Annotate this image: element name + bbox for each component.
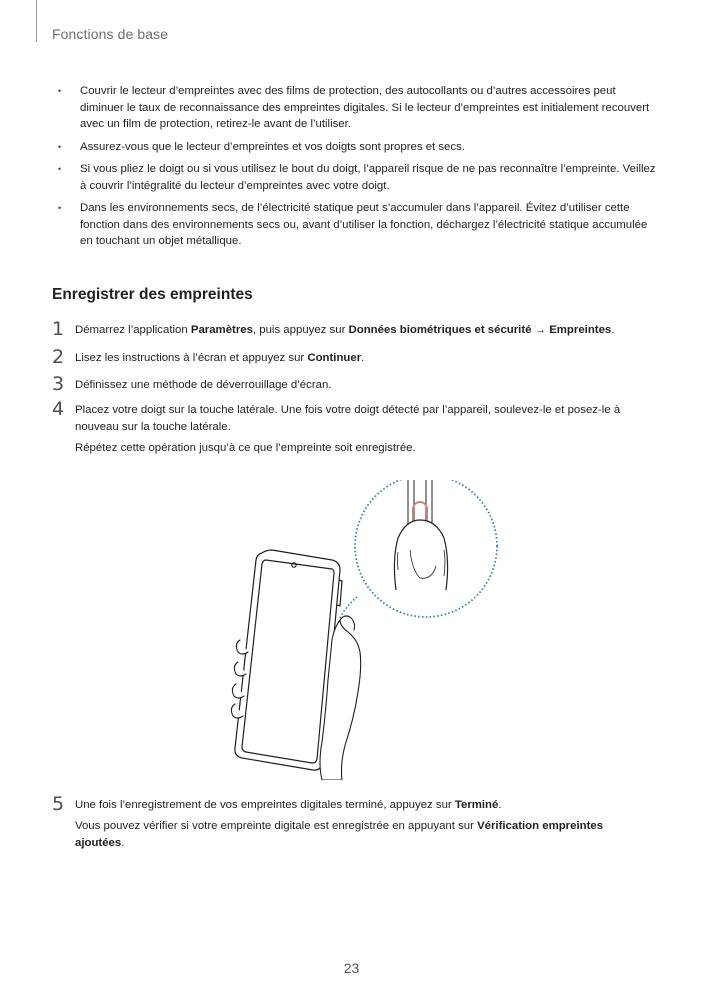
- hand-illustration: [231, 616, 360, 780]
- bullet-list: [58, 83, 658, 256]
- bullet-item: • Couvrir le lecteur d’empreintes avec des films de protection, des autocollants ou d’autres accessoires peut diminuer le taux de reconnaissance des empreintes digitales. Si le lecteur d’empreintes est initialement recouvert avec un film de protection, retirez-le avant de l’utiliser.: [58, 83, 658, 133]
- page-header: Fonctions de base: [52, 26, 169, 42]
- finger-closeup: [394, 520, 447, 590]
- bullet-item: • Si vous pliez le doigt ou si vous utilisez le bout du doigt, l’appareil risque de ne pas reconnaître l’empreinte. Veillez à couvrir l’intégralité du lecteur d’empreintes avec votre doigt.: [58, 161, 658, 194]
- step-text: Démarrez l’application Paramètres, puis appuyez sur Données biométriques et sécurité → Empreintes.: [75, 324, 615, 336]
- bullet-item: • Assurez-vous que le lecteur d’empreintes et vos doigts sont propres et secs.: [58, 139, 658, 156]
- done-label: Terminé: [454, 799, 499, 811]
- menu-path-fingerprints: Empreintes: [549, 324, 612, 336]
- step-note: Répétez cette opération jusqu’à ce que l’empreinte soit enregistrée.: [75, 442, 416, 454]
- step-2: [52, 346, 652, 368]
- page-number: 23: [343, 960, 360, 976]
- menu-path-biometrics: Données biométriques et sécurité: [348, 324, 532, 336]
- callout-pointer: [340, 596, 358, 618]
- step-text: Lisez les instructions à l’écran et appuyez sur Continuer.: [75, 352, 365, 364]
- check-fingerprints-label: Vérification empreintes ajoutées: [75, 820, 604, 849]
- step-number: 5: [52, 793, 65, 815]
- step-3: [52, 373, 652, 395]
- step-text: Placez votre doigt sur la touche latérale. Une fois votre doigt détecté par l’appareil, soulevez-le et posez-le à nouveau sur la touche latérale.: [75, 404, 621, 433]
- step-number: 4: [52, 398, 65, 420]
- continue-label: Continuer: [307, 352, 362, 364]
- step-1: [52, 318, 652, 340]
- step-number: 3: [52, 373, 65, 395]
- step-note: Vous pouvez vérifier si votre empreinte digitale est enregistrée en appuyant sur Vérification empreintes ajoutées.: [75, 820, 604, 849]
- step-5: [52, 793, 652, 852]
- section-title: Enregistrer des empreintes: [52, 286, 253, 303]
- step-number: 1: [52, 318, 65, 340]
- step-number: 2: [52, 346, 65, 368]
- menu-path-settings: Paramètres: [190, 324, 253, 336]
- step-text: Définissez une méthode de déverrouillage d’écran.: [75, 379, 332, 391]
- bullet-item: • Dans les environnements secs, de l’électricité statique peut s’accumuler dans l’appareil. Évitez d’utiliser cette fonction dans des environnements secs ou, avant d’utiliser la fonction, déchargez l’électricité statique accumulée en touchant un objet métallique.: [58, 200, 658, 250]
- fingerprint-illustration: [222, 480, 512, 780]
- step-text: Une fois l’enregistrement de vos empreintes digitales terminé, appuyez sur Terminé.: [75, 799, 502, 811]
- step-4: [52, 398, 652, 457]
- zoom-callout: [355, 480, 497, 617]
- header-rule: [36, 0, 37, 42]
